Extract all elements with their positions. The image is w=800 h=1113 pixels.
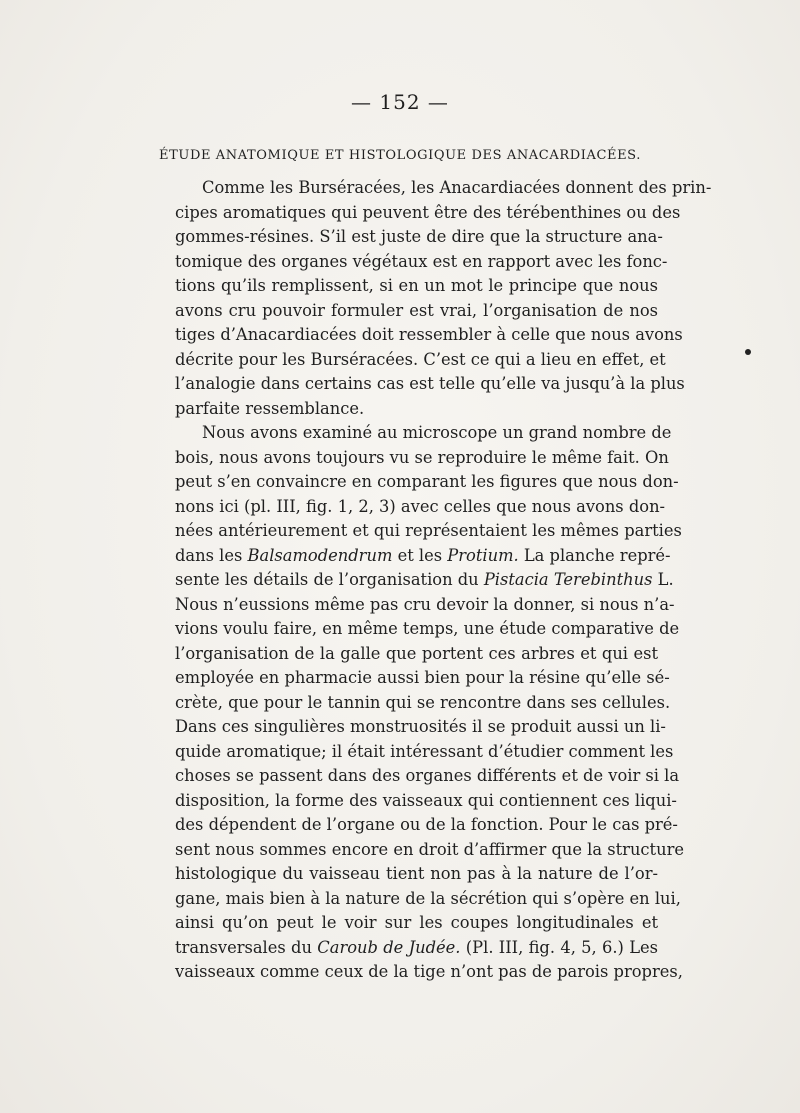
text-line: des dépendent de l’organe ou de la fonction. Pour le cas pré- bbox=[175, 815, 678, 834]
text-line: Nous n’eussions même pas cru devoir la donner, si nous n’a- bbox=[175, 594, 675, 614]
page-number: — 152 — bbox=[351, 90, 449, 114]
text-line: l’organisation de la galle que portent ces arbres et qui est bbox=[175, 643, 658, 663]
text-line: gane, mais bien à la nature de la sécrétion qui s’opère en lui, bbox=[175, 888, 681, 908]
text-line: Comme les Burséracées, les Anacardiacées donnent des prin- bbox=[202, 178, 712, 197]
text-line: choses se passent dans des organes différents et de voir si la bbox=[175, 766, 680, 785]
text-line: crète, que pour le tannin qui se rencontre dans ses cellules. bbox=[175, 692, 671, 712]
italic-plant-name: Caroub de Judée. bbox=[317, 937, 461, 957]
text-line: peut s’en convaincre en comparant les figures que nous don- bbox=[175, 472, 679, 491]
text-line: nées antérieurement et qui représentaient les mêmes parties bbox=[175, 521, 682, 540]
text-line bbox=[175, 544, 671, 569]
text-run: dans les bbox=[175, 545, 248, 565]
text-line: Nous avons examiné au microscope un grand nombre de bbox=[202, 423, 672, 442]
text-run: La planche repré- bbox=[518, 545, 671, 565]
text-run: sente les détails de l’organisation du bbox=[175, 570, 484, 589]
running-head: ÉTUDE ANATOMIQUE ET HISTOLOGIQUE DES ANACARDIACÉES. bbox=[159, 148, 641, 163]
text-line: parfaite ressemblance. bbox=[175, 398, 365, 418]
text-line: vaisseaux comme ceux de la tige n’ont pas de parois propres, bbox=[175, 962, 683, 981]
text-line: disposition, la forme des vaisseaux qui contiennent ces liqui- bbox=[175, 790, 677, 810]
text-line: l’analogie dans certains cas est telle qu’elle va jusqu’à la plus bbox=[175, 374, 685, 393]
italic-genus-name: Protium. bbox=[447, 545, 519, 565]
text-run: (Pl. III, fig. 4, 5, 6.) Les bbox=[460, 937, 659, 957]
text-line bbox=[175, 936, 658, 961]
text-line: tions qu’ils remplissent, si en un mot le principe que nous bbox=[175, 276, 658, 295]
text-line: sent nous sommes encore en droit d’affirmer que la structure bbox=[175, 839, 684, 859]
text-run: transversales du bbox=[175, 937, 318, 957]
text-line: histologique du vaisseau tient non pas à la nature de l’or- bbox=[175, 864, 658, 883]
text-line: nons ici (pl. III, fig. 1, 2, 3) avec celles que nous avons don- bbox=[175, 496, 666, 516]
text-line: gommes-résines. S’il est juste de dire que la structure ana- bbox=[175, 227, 663, 246]
italic-species-name: Pistacia Terebinthus bbox=[483, 570, 653, 589]
text-line: Dans ces singulières monstruosités il se produit aussi un li- bbox=[175, 717, 666, 736]
text-line: ainsi qu’on peut le voir sur les coupes longitudinales et bbox=[175, 913, 658, 932]
text-line: avons cru pouvoir formuler est vrai, l’organisation de nos bbox=[175, 300, 658, 320]
text-line: tomique des organes végétaux est en rapport avec les fonc- bbox=[175, 251, 668, 271]
text-line: tiges d’Anacardiacées doit ressembler à celle que nous avons bbox=[175, 325, 683, 344]
text-line: bois, nous avons toujours vu se reproduire le même fait. On bbox=[175, 447, 669, 467]
text-line: employée en pharmacie aussi bien pour la résine qu’elle sé- bbox=[175, 668, 670, 687]
text-line: cipes aromatiques qui peuvent être des térébenthines ou des bbox=[175, 202, 681, 222]
text-line: quide aromatique; il était intéressant d’étudier comment les bbox=[175, 741, 674, 761]
italic-genus-name: Balsamodendrum bbox=[247, 545, 393, 565]
body-text bbox=[175, 176, 712, 985]
text-line bbox=[175, 568, 674, 593]
text-run: L. bbox=[652, 570, 674, 589]
text-line: vions voulu faire, en même temps, une étude comparative de bbox=[175, 619, 680, 638]
ink-speck bbox=[745, 349, 751, 355]
text-run: et les bbox=[392, 545, 448, 565]
text-line: décrite pour les Burséracées. C’est ce qui a lieu en effet, et bbox=[175, 349, 666, 369]
